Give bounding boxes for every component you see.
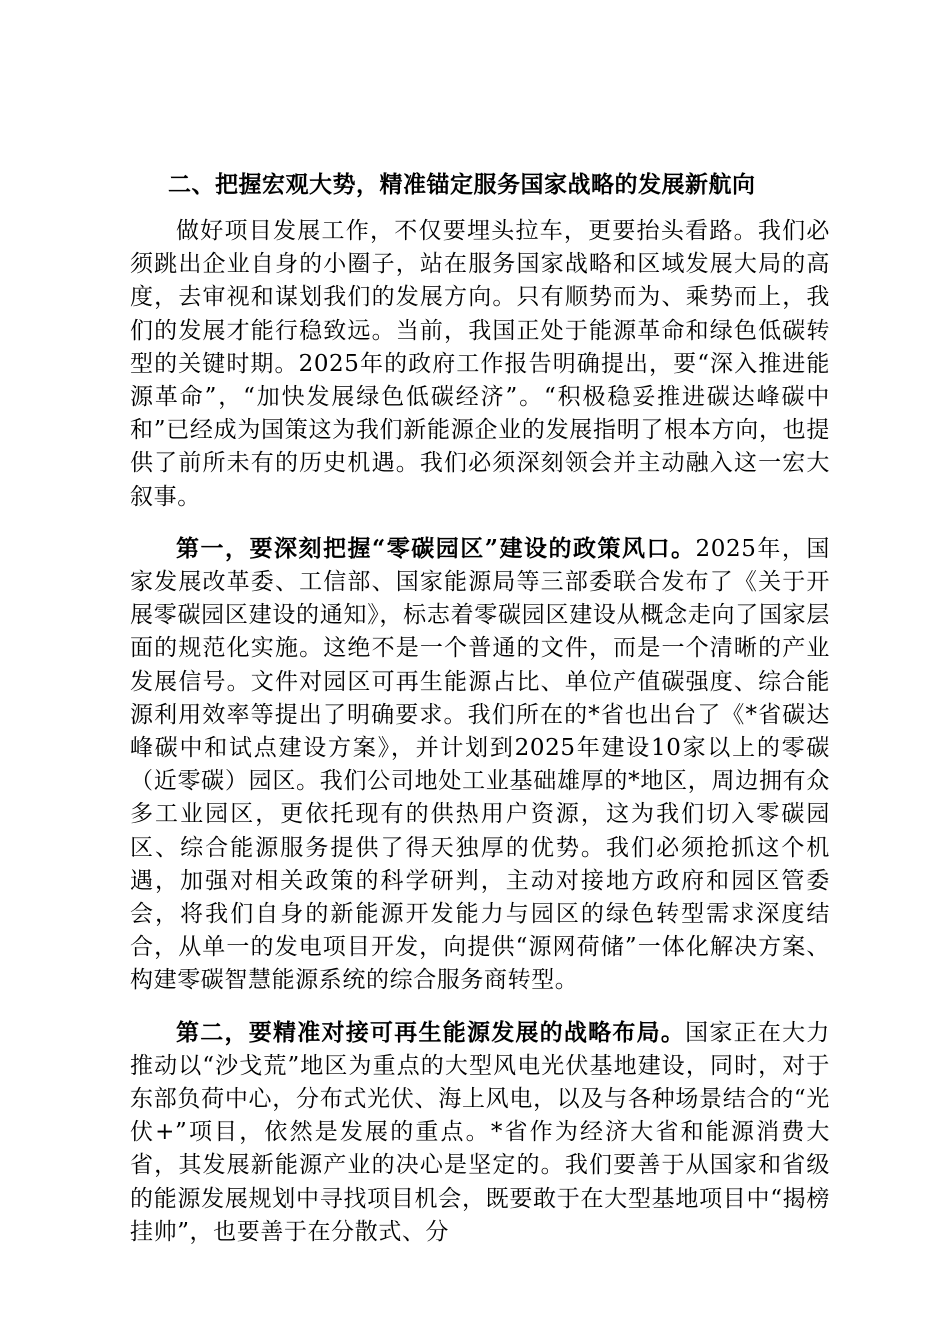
paragraph-zero-carbon-park: [130, 532, 830, 998]
paragraph-lead: 第二，要精准对接可再生能源发展的战略布局。: [176, 1018, 686, 1046]
paragraph-text: 2025年，国家发展改革委、工信部、国家能源局等三部委联合发布了《关于开展零碳园区建设的通知》，标志着零碳园区建设从概念走向了国家层面的规范化实施。这绝不是一个普通的文件，而是一个清晰的产业发展信号。文件对园区可再生能源占比、单位产值碳强度、综合能源利用效率等提出了明确要求。我们所在的*省也出台了《*省碳达峰碳中和试点建设方案》，并计划到2025年建设10家以上的零碳（近零碳）园区。我们公司地处工业基础雄厚的*地区，周边拥有众多工业园区，更依托现有的供热用户资源，这为我们切入零碳园区、综合能源服务提供了得天独厚的优势。我们必须抢抓这个机遇，加强对相关政策的科学研判，主动对接地方政府和园区管委会，将我们自身的新能源开发能力与园区的绿色转型需求深度结合，从单一的发电项目开发，向提供“源网荷储”一体化解决方案、构建零碳智慧能源系统的综合服务商转型。: [130, 535, 830, 994]
section-heading: 二、把握宏观大势，精准锚定服务国家战略的发展新航向: [168, 171, 756, 198]
document-page: [130, 168, 830, 1249]
paragraph-intro: [130, 214, 830, 514]
paragraph-text: 国家正在大力推动以“沙戈荒”地区为重点的大型风电光伏基地建设，同时，对于东部负荷中心，分布式光伏、海上风电，以及与各种场景结合的“光伏+”项目，依然是发展的重点。*省作为经济大省和能源消费大省，其发展新能源产业的决心是坚定的。我们要善于从国家和省级的能源发展规划中寻找项目机会，既要敢于在大型基地项目中“揭榜挂帅”，也要善于在分散式、分: [130, 1019, 830, 1245]
paragraph-text: 做好项目发展工作，不仅要埋头拉车，更要抬头看路。我们必须跳出企业自身的小圈子，站在服务国家战略和区域发展大局的高度，去审视和谋划我们的发展方向。只有顺势而为、乘势而上，我们的发展才能行稳致远。当前，我国正处于能源革命和绿色低碳转型的关键时期。2025年的政府工作报告明确提出，要“深入推进能源革命”，“加快发展绿色低碳经济”。“积极稳妥推进碳达峰碳中和”已经成为国策这为我们新能源企业的发展指明了根本方向，也提供了前所未有的历史机遇。我们必须深刻领会并主动融入这一宏大叙事。: [130, 218, 830, 510]
paragraph-lead: 第一，要深刻把握“零碳园区”建设的政策风口。: [176, 534, 696, 562]
paragraph-renewable-layout: [130, 1016, 830, 1249]
